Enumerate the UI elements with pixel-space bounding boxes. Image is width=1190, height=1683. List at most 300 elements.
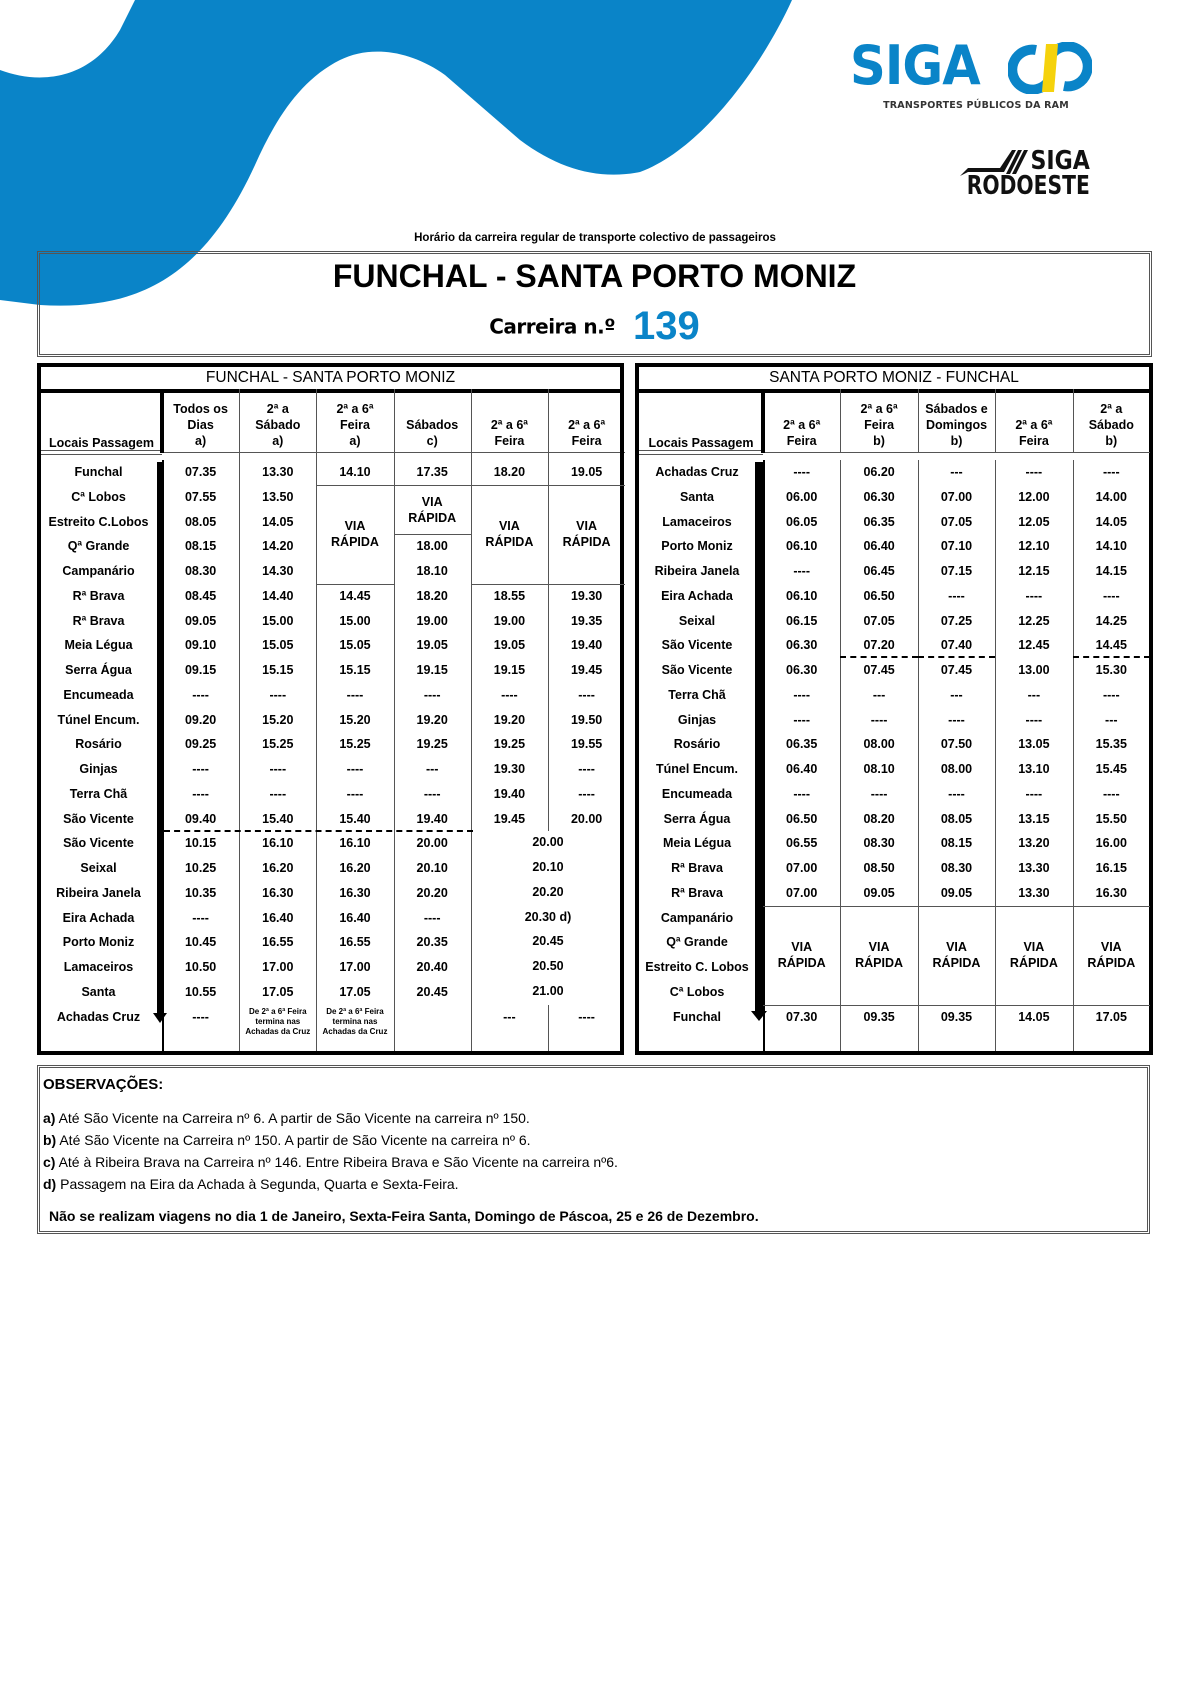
column-header-line: b) bbox=[873, 434, 885, 448]
time-cell: ---- bbox=[1025, 712, 1043, 727]
time-cell: 14.15 bbox=[1095, 564, 1127, 578]
time-cell: 13.30 bbox=[1018, 885, 1050, 900]
time-cell: 15.50 bbox=[1095, 811, 1127, 826]
time-cell: 13.00 bbox=[1018, 663, 1050, 677]
stop-name: Rosário bbox=[673, 737, 721, 752]
note-text: Até São Vicente na Carreira nº 6. A partir de São Vicente na carreira nº 150. bbox=[55, 1110, 530, 1126]
time-cell: 06.55 bbox=[786, 836, 818, 851]
time-cell: 14.25 bbox=[1095, 613, 1127, 628]
time-cell: 19.00 bbox=[493, 613, 526, 628]
time-cell: 16.10 bbox=[339, 836, 371, 851]
stop-name: Rosário bbox=[75, 737, 122, 752]
time-cell: 18.10 bbox=[416, 564, 448, 578]
time-cell: 20.40 bbox=[416, 960, 448, 974]
time-cell: 15.05 bbox=[262, 638, 294, 653]
stop-name: Rª Brava bbox=[72, 613, 125, 628]
time-cell: ---- bbox=[346, 687, 364, 702]
stop-name: Ribeira Janela bbox=[56, 885, 141, 900]
stop-name: Ginjas bbox=[79, 762, 118, 776]
schedule-column-header bbox=[763, 393, 840, 453]
time-cell: 06.40 bbox=[863, 539, 895, 554]
time-cell: ---- bbox=[1102, 687, 1120, 702]
time-cell: 20.35 bbox=[416, 935, 448, 950]
schedule-column-header bbox=[471, 393, 548, 453]
title-box bbox=[37, 251, 1152, 357]
stop-name: Qª Grande bbox=[67, 539, 130, 554]
merged-time-cell: 20.20 bbox=[532, 884, 564, 899]
time-cell: --- bbox=[503, 1009, 516, 1024]
via-rapida-text: VIA bbox=[791, 940, 813, 954]
time-cell: 06.35 bbox=[863, 514, 895, 529]
time-cell: 09.35 bbox=[863, 1009, 895, 1024]
time-cell: 10.50 bbox=[184, 960, 217, 974]
via-rapida-text: RÁPIDA bbox=[1009, 956, 1058, 970]
time-cell: 14.05 bbox=[1095, 514, 1127, 529]
time-cell: 20.00 bbox=[570, 811, 603, 826]
time-cell: ---- bbox=[793, 687, 811, 702]
merged-time-cell: 21.00 bbox=[532, 983, 564, 998]
time-cell: 09.05 bbox=[863, 885, 895, 900]
stop-name: Porto Moniz bbox=[62, 935, 135, 950]
time-cell: 17.05 bbox=[1095, 1009, 1127, 1024]
rodoeste-logo-name-text: RODOESTE bbox=[966, 171, 1090, 201]
time-cell: ---- bbox=[1025, 588, 1043, 603]
observation-note bbox=[43, 1176, 459, 1192]
via-rapida-text: VIA bbox=[868, 940, 890, 954]
time-cell: 06.30 bbox=[786, 663, 818, 677]
column-divider bbox=[995, 389, 996, 453]
time-cell: 09.15 bbox=[184, 663, 217, 677]
rodoeste-logo-siga-text: SIGA bbox=[1030, 146, 1090, 176]
stop-name: Rª Brava bbox=[72, 588, 125, 603]
time-cell: 08.00 bbox=[863, 737, 895, 752]
via-rapida-text: RÁPIDA bbox=[408, 510, 457, 525]
time-cell: 06.50 bbox=[863, 588, 895, 603]
stops-column-header: Locais Passagem bbox=[648, 436, 754, 450]
via-rapida-text: RÁPIDA bbox=[932, 956, 981, 970]
time-cell: 16.00 bbox=[1095, 836, 1127, 851]
header-underline-double bbox=[639, 450, 763, 455]
stop-name: Lamaceiros bbox=[63, 960, 134, 974]
time-cell: 14.05 bbox=[262, 514, 294, 529]
via-rapida-label bbox=[763, 906, 840, 1005]
time-cell: 12.05 bbox=[1018, 514, 1050, 529]
document-subtitle: Horário da carreira regular de transporte colectivo de passageiros bbox=[414, 232, 776, 244]
time-cell: 15.05 bbox=[339, 638, 371, 653]
time-cell: 18.20 bbox=[416, 588, 448, 603]
schedule-column-header bbox=[162, 393, 239, 453]
time-cell: 15.20 bbox=[262, 712, 294, 727]
via-rapida-label bbox=[548, 485, 625, 584]
time-cell: ---- bbox=[948, 712, 965, 727]
column-header-line: b) bbox=[950, 434, 963, 448]
time-cell: 07.00 bbox=[786, 861, 818, 875]
time-cell: ---- bbox=[578, 786, 595, 801]
time-cell: 19.35 bbox=[570, 613, 603, 628]
observation-note bbox=[43, 1132, 531, 1148]
siga-tagline: TRANSPORTES PÚBLICOS DA RAM bbox=[883, 100, 1069, 111]
time-cell: ---- bbox=[1025, 786, 1043, 801]
time-cell: 07.05 bbox=[863, 613, 895, 628]
time-cell: 06.05 bbox=[786, 514, 818, 529]
time-cell: 10.15 bbox=[184, 836, 217, 851]
time-cell: 09.40 bbox=[184, 811, 217, 826]
time-cell: 20.10 bbox=[416, 861, 448, 875]
observation-note bbox=[43, 1154, 618, 1170]
stop-name: Serra Água bbox=[65, 663, 132, 677]
note-key: a) bbox=[43, 1110, 56, 1126]
stop-name: Ginjas bbox=[677, 712, 717, 727]
stop-name: Serra Água bbox=[663, 811, 731, 826]
schedule-column-header bbox=[840, 393, 917, 453]
time-cell: 19.50 bbox=[570, 712, 603, 727]
time-cell: 07.55 bbox=[184, 489, 217, 504]
time-cell: 19.05 bbox=[493, 638, 526, 653]
time-cell: 14.00 bbox=[1095, 489, 1127, 504]
column-header-line: Sábados e bbox=[925, 402, 988, 416]
time-cell: 16.40 bbox=[339, 910, 371, 925]
time-cell: 09.10 bbox=[184, 638, 217, 653]
outbound-timetable bbox=[37, 363, 624, 1055]
time-cell: ---- bbox=[578, 687, 595, 702]
merged-time-cell: 20.10 bbox=[532, 860, 564, 874]
route-title: FUNCHAL - SANTA PORTO MONIZ bbox=[332, 258, 857, 294]
time-cell: 13.30 bbox=[1018, 861, 1050, 875]
column-header-line: 2ª a bbox=[1100, 402, 1123, 416]
time-cell: --- bbox=[1027, 687, 1041, 702]
stop-name: Campanário bbox=[62, 564, 135, 578]
column-header-line: 2ª a 6ª bbox=[860, 402, 898, 416]
column-header-line: Sábado bbox=[255, 418, 301, 432]
time-cell: ---- bbox=[1102, 465, 1120, 479]
time-cell: 19.20 bbox=[416, 712, 448, 727]
stop-name: Achadas Cruz bbox=[655, 465, 739, 479]
time-cell: ---- bbox=[346, 762, 364, 776]
time-cell: ---- bbox=[870, 786, 888, 801]
route-number-label: Carreira n.º bbox=[489, 314, 615, 339]
footnote-cell: De 2ª a 6ª Feira termina nas Achadas da Cruz bbox=[245, 1006, 311, 1036]
outbound-direction-header: FUNCHAL - SANTA PORTO MONIZ bbox=[41, 367, 620, 393]
time-cell: 06.30 bbox=[863, 489, 895, 504]
column-header-line: a) bbox=[272, 434, 284, 448]
column-header-line: c) bbox=[426, 434, 438, 448]
time-cell: 19.40 bbox=[416, 811, 448, 826]
time-cell: 09.05 bbox=[940, 885, 973, 900]
column-header-line: Feira bbox=[340, 418, 370, 432]
stop-name: Santa bbox=[81, 984, 116, 999]
time-cell: 14.10 bbox=[339, 465, 371, 479]
header-underline-double bbox=[41, 450, 162, 455]
time-cell: 10.35 bbox=[184, 885, 217, 900]
column-header-line: Sábados bbox=[406, 418, 459, 432]
stop-name: São Vicente bbox=[63, 836, 134, 851]
time-cell: ---- bbox=[423, 786, 441, 801]
via-rapida-label bbox=[840, 906, 917, 1005]
time-cell: ---- bbox=[1102, 588, 1120, 603]
column-header-line: Domingos bbox=[925, 418, 988, 432]
time-cell: 14.40 bbox=[262, 588, 294, 603]
stop-name: Estreito C. Lobos bbox=[645, 960, 749, 974]
time-cell: 16.55 bbox=[262, 935, 294, 950]
time-cell: ---- bbox=[948, 786, 965, 801]
column-header-line: Feira bbox=[494, 434, 525, 448]
time-cell: 07.50 bbox=[940, 737, 973, 752]
inbound-timetable bbox=[635, 363, 1153, 1055]
stop-name: Rª Brava bbox=[671, 861, 723, 875]
time-cell: 16.10 bbox=[262, 836, 294, 851]
note-text: Até à Ribeira Brava na Carreira nº 146. Entre Ribeira Brava e São Vicente na carreira nº6. bbox=[55, 1154, 618, 1170]
time-cell: 07.15 bbox=[940, 564, 973, 578]
time-cell: 19.40 bbox=[570, 638, 603, 653]
time-cell: ---- bbox=[423, 687, 441, 702]
time-cell: 15.25 bbox=[339, 737, 371, 752]
stop-name: Campanário bbox=[660, 910, 734, 925]
time-cell: 16.30 bbox=[262, 885, 294, 900]
time-cell: 07.30 bbox=[786, 1009, 818, 1024]
column-header-line: 2ª a 6ª bbox=[1015, 418, 1053, 432]
stop-name: Terra Chã bbox=[69, 786, 128, 801]
time-cell: ---- bbox=[192, 786, 209, 801]
time-cell: 08.45 bbox=[184, 588, 217, 603]
merged-time-cell: 20.50 bbox=[532, 959, 564, 973]
via-rapida-text: VIA bbox=[344, 519, 366, 534]
time-cell: ---- bbox=[269, 762, 287, 776]
stop-name: Eira Achada bbox=[62, 910, 135, 925]
time-cell: 14.45 bbox=[1095, 638, 1127, 653]
via-rapida-text: RÁPIDA bbox=[331, 535, 379, 550]
time-cell: 20.20 bbox=[416, 885, 448, 900]
time-cell: 08.15 bbox=[184, 539, 217, 554]
siga-logo-text: SIGA bbox=[850, 34, 980, 97]
stop-name: Seixal bbox=[678, 613, 716, 628]
time-cell: 16.15 bbox=[1095, 861, 1127, 875]
column-header-line: Feira bbox=[786, 434, 817, 448]
schedule-column-header bbox=[918, 393, 995, 453]
time-cell: 14.30 bbox=[262, 564, 294, 578]
note-key: d) bbox=[43, 1176, 57, 1192]
time-cell: 08.10 bbox=[863, 762, 895, 776]
time-cell: 09.05 bbox=[184, 613, 217, 628]
time-cell: 14.20 bbox=[262, 539, 294, 554]
schedule-column-header bbox=[239, 393, 316, 453]
stop-name: São Vicente bbox=[661, 663, 733, 677]
observation-note bbox=[43, 1110, 530, 1126]
time-cell: 08.00 bbox=[940, 762, 973, 776]
block-border bbox=[394, 534, 471, 535]
time-cell: 12.15 bbox=[1018, 564, 1050, 578]
schedule-column-header bbox=[995, 393, 1072, 453]
time-cell: 15.15 bbox=[339, 663, 371, 677]
merged-time-cell: 20.45 bbox=[532, 934, 564, 949]
time-cell: 13.10 bbox=[1018, 762, 1050, 776]
time-cell: 10.45 bbox=[184, 935, 217, 950]
stop-name: Porto Moniz bbox=[661, 539, 733, 554]
block-border bbox=[471, 584, 625, 585]
time-cell: 06.20 bbox=[863, 465, 895, 479]
stop-name: Estreito C.Lobos bbox=[48, 514, 149, 529]
via-rapida-text: VIA bbox=[498, 519, 520, 534]
time-cell: ---- bbox=[423, 910, 441, 925]
time-cell: ---- bbox=[793, 465, 811, 479]
stops-column-divider bbox=[761, 389, 765, 453]
column-header-line: 2ª a 6ª bbox=[783, 418, 821, 432]
time-cell: 14.05 bbox=[1018, 1009, 1050, 1024]
column-divider bbox=[471, 389, 472, 460]
time-cell: 15.35 bbox=[1095, 737, 1127, 752]
stop-name: Seixal bbox=[80, 861, 117, 875]
stop-name: Túnel Encum. bbox=[656, 762, 738, 776]
time-cell: 13.05 bbox=[1018, 737, 1050, 752]
via-rapida-text: RÁPIDA bbox=[1087, 956, 1136, 970]
merged-time-cell: 20.00 bbox=[532, 835, 564, 850]
time-cell: --- bbox=[950, 687, 963, 702]
column-divider bbox=[840, 389, 841, 453]
siga-rodoeste-logo bbox=[960, 148, 1092, 202]
time-cell: 06.10 bbox=[786, 588, 818, 603]
time-cell: 16.20 bbox=[262, 861, 294, 875]
stop-name: Lamaceiros bbox=[662, 514, 732, 529]
time-cell: 19.20 bbox=[493, 712, 526, 727]
time-cell: ---- bbox=[793, 786, 811, 801]
via-rapida-text: RÁPIDA bbox=[485, 535, 534, 550]
stop-name: Cª Lobos bbox=[71, 489, 126, 504]
siga-rings-icon bbox=[1008, 42, 1092, 94]
time-cell: 19.40 bbox=[493, 786, 526, 801]
time-cell: 07.35 bbox=[184, 465, 217, 479]
time-cell: 07.10 bbox=[940, 539, 973, 554]
time-cell: 08.30 bbox=[863, 836, 895, 851]
time-cell: ---- bbox=[192, 1009, 209, 1024]
time-cell: 19.25 bbox=[416, 737, 448, 752]
stops-column-header: Locais Passagem bbox=[49, 436, 154, 450]
time-cell: 15.30 bbox=[1095, 663, 1127, 677]
time-cell: 07.40 bbox=[940, 638, 973, 653]
time-cell: 10.25 bbox=[184, 861, 217, 875]
time-cell: --- bbox=[872, 687, 886, 702]
via-rapida-label bbox=[394, 485, 471, 535]
time-cell: 06.10 bbox=[786, 539, 818, 554]
stop-name: Encumeada bbox=[661, 786, 733, 801]
time-cell: 07.05 bbox=[940, 514, 973, 529]
time-cell: 07.45 bbox=[940, 663, 973, 677]
time-cell: 06.40 bbox=[786, 762, 818, 776]
time-cell: 19.45 bbox=[570, 663, 603, 677]
note-key: b) bbox=[43, 1132, 57, 1148]
column-divider bbox=[1073, 389, 1074, 453]
column-header-line: 2ª a 6ª bbox=[490, 418, 528, 432]
transfer-dashed-line bbox=[164, 830, 473, 832]
via-rapida-text: VIA bbox=[1100, 940, 1122, 954]
time-cell: ---- bbox=[948, 588, 965, 603]
time-cell: --- bbox=[1105, 712, 1118, 727]
time-cell: 15.00 bbox=[262, 613, 294, 628]
via-rapida-label bbox=[995, 906, 1072, 1005]
column-header-line: Feira bbox=[1018, 434, 1049, 448]
time-cell: 08.50 bbox=[863, 861, 895, 875]
time-cell: 13.50 bbox=[262, 489, 294, 504]
time-cell: 19.30 bbox=[493, 762, 526, 776]
time-cell: 19.30 bbox=[570, 588, 603, 603]
time-cell: 18.55 bbox=[493, 588, 526, 603]
time-cell: ---- bbox=[192, 762, 209, 776]
stops-column-divider bbox=[160, 389, 164, 453]
time-cell: 08.05 bbox=[184, 514, 217, 529]
time-cell: 06.45 bbox=[863, 564, 895, 578]
time-cell: 18.20 bbox=[493, 465, 526, 479]
stop-name: Meia Légua bbox=[64, 638, 133, 653]
time-cell: --- bbox=[425, 762, 439, 776]
time-cell: ---- bbox=[793, 712, 811, 727]
time-cell: 17.05 bbox=[339, 984, 371, 999]
time-cell: 16.20 bbox=[339, 861, 371, 875]
via-rapida-label bbox=[918, 906, 995, 1005]
column-header-line: Feira bbox=[571, 434, 602, 448]
time-cell: 06.00 bbox=[786, 489, 818, 504]
schedule-column-header bbox=[394, 393, 471, 453]
time-cell: 15.20 bbox=[339, 712, 371, 727]
stop-name: Túnel Encum. bbox=[57, 712, 140, 727]
stop-name: Santa bbox=[679, 489, 715, 504]
time-cell: 09.20 bbox=[184, 712, 217, 727]
stop-name: Rª Brava bbox=[671, 885, 723, 900]
time-cell: 15.45 bbox=[1095, 762, 1127, 776]
via-rapida-text: RÁPIDA bbox=[855, 956, 904, 970]
observations-title: OBSERVAÇÕES: bbox=[43, 1076, 164, 1093]
time-cell: 06.30 bbox=[786, 638, 818, 653]
note-text: Passagem na Eira da Achada à Segunda, Quarta e Sexta-Feira. bbox=[56, 1176, 459, 1192]
column-divider bbox=[239, 389, 240, 460]
time-cell: 08.30 bbox=[184, 564, 217, 578]
time-cell: 06.35 bbox=[786, 737, 818, 752]
time-cell: 07.00 bbox=[786, 885, 818, 900]
via-rapida-text: VIA bbox=[946, 940, 967, 954]
time-cell: 08.30 bbox=[940, 861, 973, 875]
time-cell: 09.35 bbox=[940, 1009, 973, 1024]
time-cell: 18.00 bbox=[416, 539, 448, 554]
time-cell: 12.00 bbox=[1018, 489, 1050, 504]
time-cell: 14.10 bbox=[1095, 539, 1127, 554]
time-cell: ---- bbox=[269, 786, 287, 801]
via-rapida-label bbox=[316, 485, 393, 584]
time-cell: 12.25 bbox=[1018, 613, 1050, 628]
time-cell: 16.30 bbox=[1095, 885, 1127, 900]
transfer-dashed-line bbox=[1073, 656, 1150, 658]
transfer-dashed-line bbox=[840, 656, 917, 658]
time-cell: ---- bbox=[346, 786, 364, 801]
time-cell: 17.05 bbox=[262, 984, 294, 999]
column-header-line: Feira bbox=[864, 418, 895, 432]
time-cell: 19.55 bbox=[570, 737, 603, 752]
route-number-line bbox=[40, 304, 1149, 349]
time-cell: ---- bbox=[578, 762, 595, 776]
time-cell: ---- bbox=[870, 712, 888, 727]
time-cell: 08.05 bbox=[940, 811, 973, 826]
time-cell: 19.05 bbox=[416, 638, 448, 653]
time-cell: 15.40 bbox=[339, 811, 371, 826]
time-cell: 07.20 bbox=[863, 638, 895, 653]
time-cell: ---- bbox=[1025, 465, 1043, 479]
time-cell: 16.30 bbox=[339, 885, 371, 900]
time-cell: 17.00 bbox=[262, 960, 294, 974]
block-border bbox=[763, 1005, 1150, 1006]
note-key: c) bbox=[43, 1154, 56, 1170]
via-rapida-text: VIA bbox=[576, 519, 598, 534]
time-cell: --- bbox=[950, 465, 963, 479]
route-number: 139 bbox=[633, 304, 700, 348]
time-cell: 19.15 bbox=[416, 663, 448, 677]
time-cell: 16.55 bbox=[339, 935, 371, 950]
column-divider bbox=[394, 389, 395, 460]
